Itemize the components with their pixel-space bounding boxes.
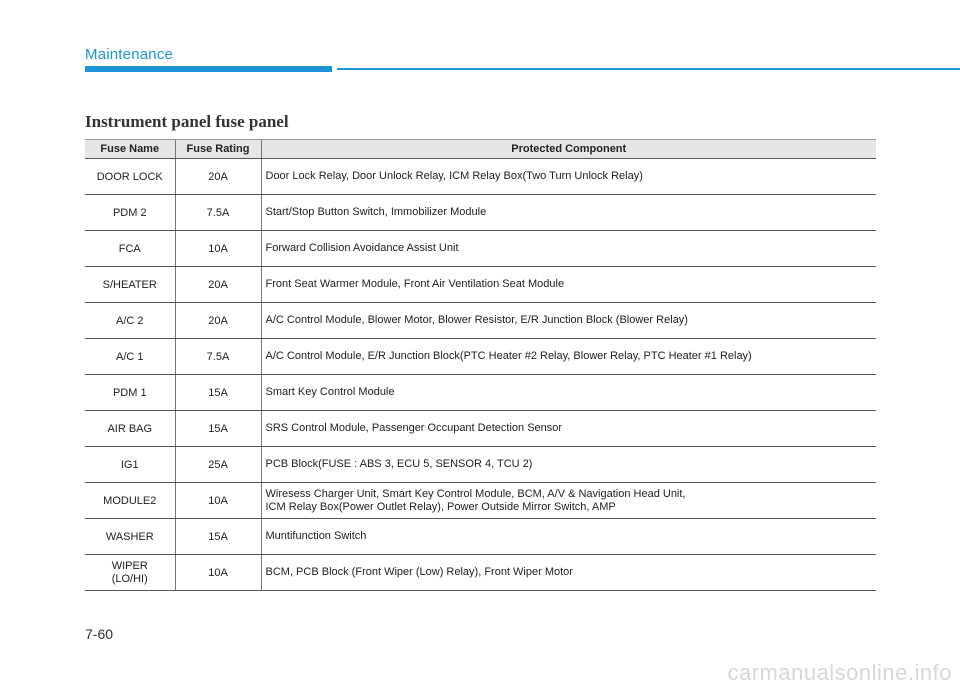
table-row bbox=[85, 267, 876, 303]
fuse-name-cell: AIR BAG bbox=[85, 411, 175, 447]
fuse-name-cell: DOOR LOCK bbox=[85, 159, 175, 195]
table-row bbox=[85, 231, 876, 267]
protected-component-cell: PCB Block(FUSE : ABS 3, ECU 5, SENSOR 4, TCU 2) bbox=[261, 447, 876, 483]
column-header-fuse-name: Fuse Name bbox=[85, 140, 175, 159]
fuse-rating-cell: 20A bbox=[175, 267, 261, 303]
watermark: carmanualsonline.info bbox=[727, 660, 952, 685]
protected-component-cell bbox=[261, 483, 876, 519]
protected-component-cell: Smart Key Control Module bbox=[261, 375, 876, 411]
fuse-name-cell: IG1 bbox=[85, 447, 175, 483]
protected-component-cell: BCM, PCB Block (Front Wiper (Low) Relay), Front Wiper Motor bbox=[261, 555, 876, 591]
table-row bbox=[85, 483, 876, 519]
fuse-name-cell: A/C 1 bbox=[85, 339, 175, 375]
fuse-rating-cell: 15A bbox=[175, 375, 261, 411]
protected-component-cell: Door Lock Relay, Door Unlock Relay, ICM Relay Box(Two Turn Unlock Relay) bbox=[261, 159, 876, 195]
fuse-rating-cell: 10A bbox=[175, 555, 261, 591]
fuse-rating-cell: 15A bbox=[175, 519, 261, 555]
column-header-fuse-rating: Fuse Rating bbox=[175, 140, 261, 159]
protected-component-cell: A/C Control Module, E/R Junction Block(PTC Heater #2 Relay, Blower Relay, PTC Heater #1 Relay) bbox=[261, 339, 876, 375]
header-rule-thin bbox=[337, 68, 960, 70]
table-row bbox=[85, 375, 876, 411]
table-row bbox=[85, 195, 876, 231]
page-number: 7-60 bbox=[85, 626, 114, 642]
fuse-rating-cell: 7.5A bbox=[175, 195, 261, 231]
fuse-rating-cell: 20A bbox=[175, 159, 261, 195]
table-row bbox=[85, 339, 876, 375]
fuse-rating-cell: 25A bbox=[175, 447, 261, 483]
fuse-table bbox=[85, 139, 876, 591]
protected-component-line: ICM Relay Box(Power Outlet Relay), Power Outside Mirror Switch, AMP bbox=[265, 500, 616, 513]
fuse-name-cell: PDM 1 bbox=[85, 375, 175, 411]
table-row bbox=[85, 159, 876, 195]
protected-component-line: Wiresess Charger Unit, Smart Key Control Module, BCM, A/V & Navigation Head Unit, bbox=[265, 487, 686, 500]
fuse-rating-cell: 15A bbox=[175, 411, 261, 447]
protected-component-cell: Front Seat Warmer Module, Front Air Ventilation Seat Module bbox=[261, 267, 876, 303]
table-row bbox=[85, 519, 876, 555]
fuse-name-cell: PDM 2 bbox=[85, 195, 175, 231]
fuse-name-line: WIPER bbox=[111, 559, 148, 572]
section-title: Maintenance bbox=[85, 46, 174, 63]
fuse-name-cell: MODULE2 bbox=[85, 483, 175, 519]
fuse-rating-cell: 20A bbox=[175, 303, 261, 339]
fuse-name-cell: S/HEATER bbox=[85, 267, 175, 303]
protected-component-cell: A/C Control Module, Blower Motor, Blower Resistor, E/R Junction Block (Blower Relay) bbox=[261, 303, 876, 339]
fuse-name-cell bbox=[85, 555, 175, 591]
fuse-name-cell: FCA bbox=[85, 231, 175, 267]
protected-component-cell: SRS Control Module, Passenger Occupant Detection Sensor bbox=[261, 411, 876, 447]
table-header-row bbox=[85, 140, 876, 159]
table-row bbox=[85, 447, 876, 483]
fuse-name-cell: WASHER bbox=[85, 519, 175, 555]
protected-component-cell: Muntifunction Switch bbox=[261, 519, 876, 555]
fuse-rating-cell: 7.5A bbox=[175, 339, 261, 375]
fuse-name-line: (LO/HI) bbox=[111, 572, 148, 585]
fuse-name-cell: A/C 2 bbox=[85, 303, 175, 339]
table-row bbox=[85, 411, 876, 447]
protected-component-cell: Start/Stop Button Switch, Immobilizer Module bbox=[261, 195, 876, 231]
protected-component-cell: Forward Collision Avoidance Assist Unit bbox=[261, 231, 876, 267]
table-row bbox=[85, 555, 876, 591]
fuse-rating-cell: 10A bbox=[175, 483, 261, 519]
column-header-protected-component: Protected Component bbox=[261, 140, 876, 159]
fuse-rating-cell: 10A bbox=[175, 231, 261, 267]
page-heading: Instrument panel fuse panel bbox=[85, 112, 289, 131]
table-row bbox=[85, 303, 876, 339]
header-rule-thick bbox=[85, 66, 332, 72]
